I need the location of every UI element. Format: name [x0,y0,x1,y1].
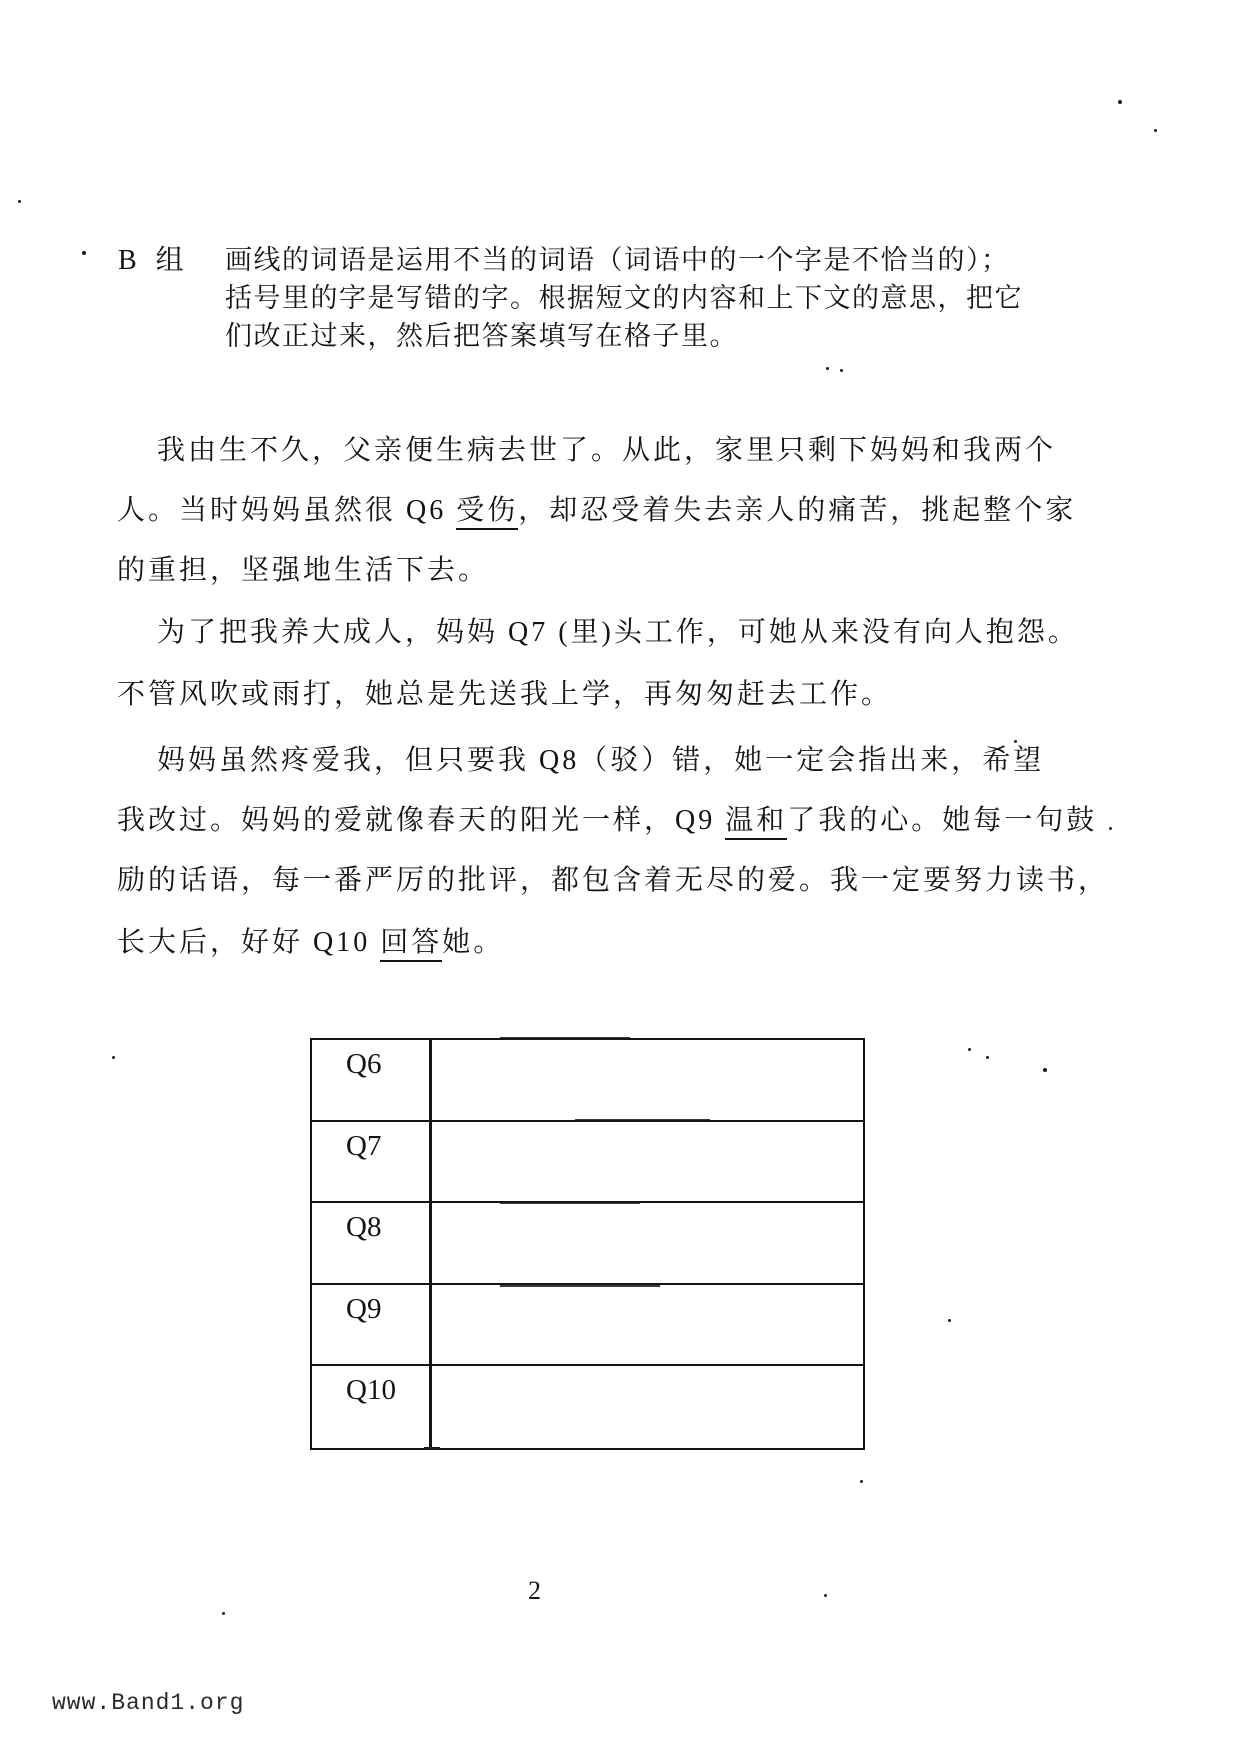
instruction-line: 们改正过来，然后把答案填写在格子里。 [225,321,738,351]
underlined-word: 受伤 [456,495,518,530]
scan-speck [826,367,829,370]
scan-speck [840,369,843,372]
answer-table [310,1038,865,1450]
row-label-cell: Q9 [312,1285,432,1365]
scan-smear [575,1119,710,1122]
scan-speck [1118,100,1122,104]
scan-speck [824,1594,827,1597]
scan-speck [222,1612,225,1615]
underlined-word: 回答 [380,927,442,962]
passage-text-segment: ，却忍受着失去亲人的痛苦，挑起整个家 [518,495,1077,526]
passage-line [157,738,1044,778]
scan-speck [112,1056,115,1059]
passage-text-segment: 她。 [442,927,505,958]
table-row [312,1366,863,1448]
passage-text-segment: 我由生不久，父亲便生病去世了。从此，家里只剩下妈妈和我两个 [157,435,1057,466]
passage-text-segment: 为了把我养大成人，妈妈 Q7 (里)头工作，可她从来没有向人抱怨。 [157,617,1079,648]
passage-line [117,920,504,960]
underlined-word: 温和 [725,805,787,840]
passage-text-segment: 的重担，坚强地生活下去。 [117,555,490,586]
page-number: 2 [528,1576,541,1605]
passage-text-segment: 人。当时妈妈虽然很 Q6 [117,495,457,526]
row-label-cell: Q10 [312,1366,432,1448]
scan-speck [986,1056,989,1059]
answer-cell [432,1040,863,1120]
table-row [312,1040,863,1122]
row-label-cell: Q6 [312,1040,432,1120]
watermark-url: www.Band1.org [52,1690,245,1716]
scan-smear [424,1447,440,1450]
answer-cell [432,1203,863,1283]
scan-speck [1014,740,1017,743]
instruction-line: 画线的词语是运用不当的词语（词语中的一个字是不恰当的）； [225,245,1010,275]
scan-speck [82,251,86,255]
answer-cell [432,1122,863,1202]
scan-smear [500,1201,640,1204]
scan-speck [18,200,21,203]
passage-line [117,488,1076,528]
scan-smear [500,1284,660,1287]
scan-speck [968,1048,971,1051]
passage-text-segment: 了我的心。她每一句鼓 [787,805,1098,836]
passage-line [157,610,1079,650]
table-row [312,1203,863,1285]
passage-text-segment: 励的话语，每一番严厉的批评，都包含着无尽的爱。我一定要努力读书， [117,865,1110,896]
passage-text-segment: 不管风吹或雨打，她总是先送我上学，再匆匆赶去工作。 [117,679,893,710]
table-row [312,1122,863,1204]
answer-cell [432,1366,863,1448]
answer-cell [432,1285,863,1365]
scan-speck [948,1319,951,1322]
passage-text-segment: 长大后，好好 Q10 [117,927,381,958]
passage-line [117,858,1109,898]
passage-line [117,672,892,712]
row-label-cell: Q8 [312,1203,432,1283]
passage-line [117,548,489,588]
passage-line [117,798,1097,838]
scan-smear [500,1037,630,1040]
scan-speck [860,1480,863,1483]
scan-speck [1154,129,1157,132]
scan-speck [1043,1068,1047,1072]
passage-line [157,428,1056,468]
row-label-cell: Q7 [312,1122,432,1202]
passage-text-segment: 我改过。妈妈的爱就像春天的阳光一样，Q9 [117,805,726,836]
instruction-line: 括号里的字是写错的字。根据短文的内容和上下文的意思，把它 [225,283,1023,313]
scan-speck [1109,827,1112,830]
section-group-label: B 组 [118,245,190,276]
passage-text-segment: 妈妈虽然疼爱我，但只要我 Q8（驳）错，她一定会指出来，希望 [157,745,1045,776]
table-row [312,1285,863,1367]
